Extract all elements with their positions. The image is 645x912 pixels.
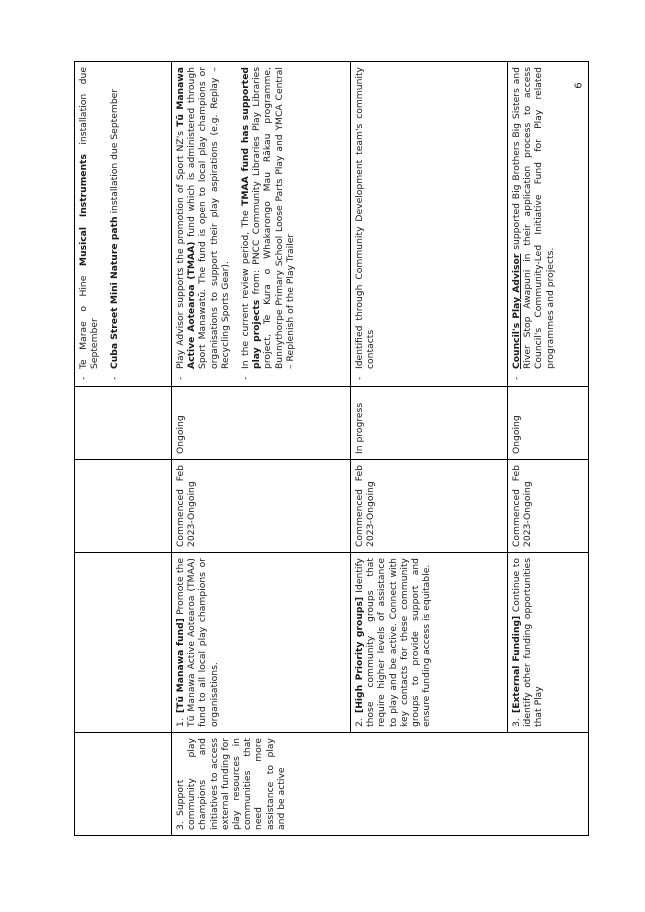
timeframe-cell: Commenced Feb 2023-Ongoing	[172, 460, 351, 553]
timeframe-cell: Commenced Feb 2023-Ongoing	[508, 460, 589, 553]
rotated-table-page	[74, 62, 570, 836]
action-plan-table	[74, 61, 589, 836]
action-cell: 2.[High Priority groups] Identify those community groups that require higher levels of assistance to play and be active. Connect with key contacts for these community groups to provide support and ensure funding access is equitable.	[351, 553, 508, 733]
progress-item: - Te Marae o Hine Musical Instruments installation due September	[78, 67, 100, 369]
timeframe-cell: Commenced Feb 2023-Ongoing	[351, 460, 508, 553]
progress-cell	[75, 62, 172, 387]
table-row	[75, 62, 172, 836]
status-cell: Ongoing	[508, 387, 589, 460]
action-cell	[75, 553, 172, 733]
status-cell: In progress	[351, 387, 508, 460]
progress-item: - Council's Play Advisor supported Big Brothers Big Sisters and River Stop Awapuni in their application process to access Council's Community-Led Initiative Fund for Play related programmes and projects.	[511, 67, 556, 369]
status-cell	[75, 387, 172, 460]
objective-cell: 3.Support community play champions and initiatives to access external funding for play resources in communities that need more assistance to play and be active	[172, 733, 589, 836]
table-row	[172, 62, 351, 836]
timeframe-cell	[75, 460, 172, 553]
progress-item: - Play Advisor supports the promotion of Sport NZ's Tū Manawa Active Aotearoa (TMAA) fund which is administered through Sport Manawatū. The fund is open to local play champions or organisations to support their play aspirations (e.g. Replay – Recycling Sports Gear).	[175, 67, 231, 369]
progress-cell	[351, 62, 508, 387]
action-cell: 1.[Tū Manawa fund] Promote the Tū Manawa Active Aotearoa (TMAA) fund to all local play champions or organisations.	[172, 553, 351, 733]
page-number: 6	[573, 82, 585, 89]
progress-item: - Identified through Community Development team's community contacts	[354, 67, 376, 369]
progress-item: - In the current review period, The TMAA fund has supported play projects from: PNCC Community Libraries Play Libraries project, Te Kura o Whakarongo Mau Rākau programme, Bunnythorpe Primary School Loose Parts Play and YMCA Central – Replenish of the Play Trailer	[240, 67, 296, 369]
progress-cell	[172, 62, 351, 387]
action-cell: 3.[External Funding] Continue to identify other funding opportunities that Play	[508, 553, 589, 733]
table-row	[351, 62, 508, 836]
progress-cell	[508, 62, 589, 387]
table-row	[508, 62, 589, 836]
status-cell: Ongoing	[172, 387, 351, 460]
objective-cell	[75, 733, 172, 836]
progress-item: - Cuba Street Mini Nature path installation due September	[109, 67, 120, 369]
